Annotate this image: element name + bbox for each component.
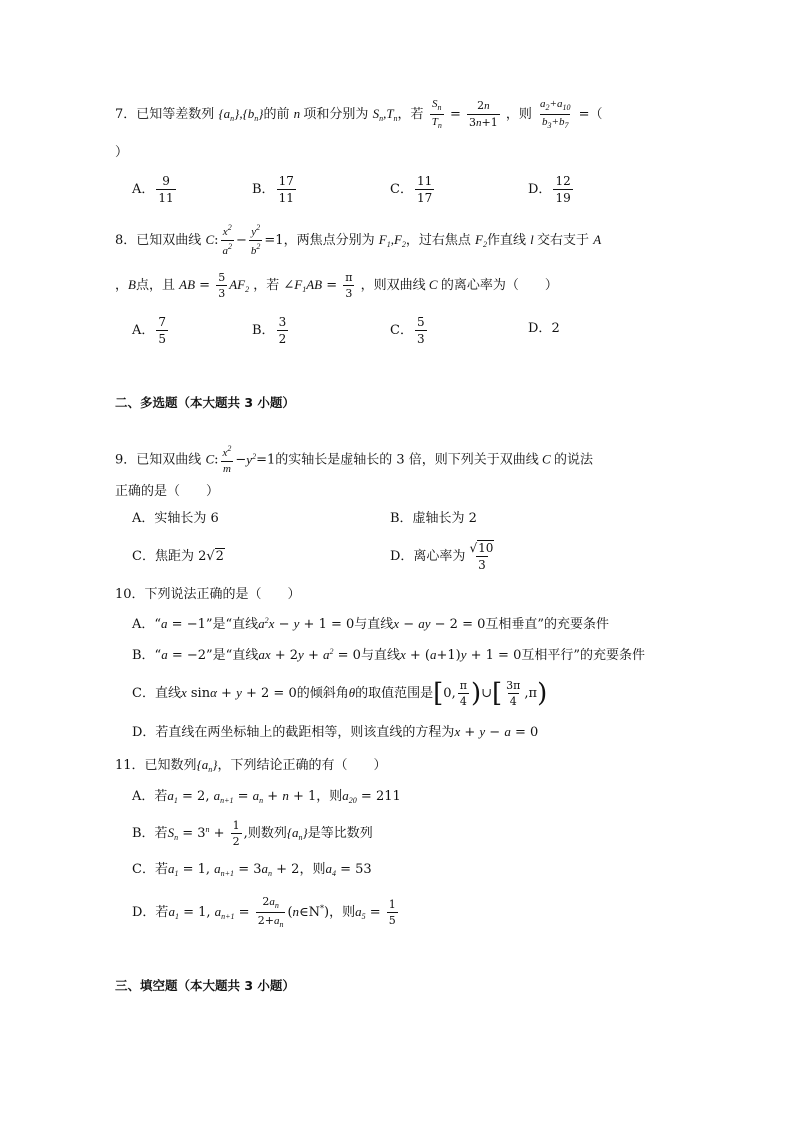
question-number: 7． xyxy=(115,107,137,122)
option-d: D．离心率为 $\frac{√10}{3}$ xyxy=(390,541,494,572)
option-c: C．直线x sinα + y + 2 = 0的倾斜角θ的取值范围是[0, $\frac{\pi}{4}$ )∪[ $\frac{3\pi}{4}$ ,π) xyxy=(132,678,548,709)
question-7: 7．已知等差数列 $\{a_n\},\{b_n\}$的前 n 项和分别为 $S_n,T_n$，若 $\frac{S_n}{T_n}$ = $\frac{2n}{3n+1}$ ，则 $\frac{a_2+a_{10}}{b_3+b_7}$ =（ xyxy=(115,98,603,130)
question-number: 10． xyxy=(115,587,145,602)
question-8: 8．已知双曲线 C: $\frac{x^2}{a^2}$ − $\frac{y^2}{b^2}$ =1，两焦点分别为 $F_1,F_2$，过右焦点 $F_2$作直线 l 交右支于 A xyxy=(115,223,602,257)
option-c: C． $\frac{5}{3}$ xyxy=(390,315,425,346)
question-number: 11． xyxy=(115,758,145,773)
option-d: D．若$a_1 = 1$, $a_{n+1}$ = $\frac{2a_n}{2+a_n}$ (n∈N*)，则$a_5$ = $\frac{1}{5}$ xyxy=(132,895,396,929)
option-c: C．若$a_1 = 1$, $a_{n+1} = 3a_n + 2$，则$a_4 = 53$ xyxy=(132,861,372,878)
ratio-value-fraction: $\frac{2n}{3n+1}$ xyxy=(469,99,498,129)
option-a: A． $\frac{7}{5}$ xyxy=(132,315,167,346)
question-11: 11．已知数列$\{a_n\}$，下列结论正确的有（ ） xyxy=(115,757,387,774)
option-b: B． $\frac{17}{11}$ xyxy=(252,174,294,205)
question-7-close: ） xyxy=(115,145,129,160)
option-b: B．“a = −2”是“直线ax + $2y + a^2 = 0$与直线x + (a+1)y + 1 = 0互相平行”的充要条件 xyxy=(132,647,646,663)
question-number: 8． xyxy=(115,233,137,248)
question-9: 9．已知双曲线 C: $\frac{x^2}{m}$ $-y^2=1$的实轴长是虚轴长的 3 倍，则下列关于双曲线 C 的说法 xyxy=(115,444,593,475)
option-c: C．焦距为 2√2 xyxy=(132,549,224,564)
option-c: C． $\frac{11}{17}$ xyxy=(390,174,433,205)
question-10: 10．下列说法正确的是（ ） xyxy=(115,587,301,602)
option-b: B．虚轴长为 2 xyxy=(390,511,477,526)
ratio-fraction: $\frac{S_n}{T_n}$ xyxy=(431,98,442,130)
section-heading-multiple-choice: 二、多选题（本大题共 3 小题） xyxy=(115,395,295,410)
option-a: A．“a = −1”是“直线$a^2x - y + 1 = 0$与直线x − ay − 2 = 0互相垂直”的充要条件 xyxy=(132,616,610,632)
option-b: B． $\frac{3}{2}$ xyxy=(252,315,287,346)
option-d: D． $\frac{12}{19}$ xyxy=(528,174,571,205)
option-d: D．若直线在两坐标轴上的截距相等，则该直线的方程为x + y − a = 0 xyxy=(132,724,539,740)
option-a: A．若$a_1 = 2$, $a_{n+1} = a_n + n + 1$，则$a_{20} = 211$ xyxy=(132,788,401,805)
question-8-line2: ，B点，且 AB = $\frac{5}{3}$ $AF_2$ ，若 $\angle F_1AB$ = $\frac{\pi}{3}$ ，则双曲线 C 的离心率为（ ） xyxy=(115,271,558,300)
section-heading-fill-in: 三、填空题（本大题共 3 小题） xyxy=(115,978,295,993)
question-number: 9． xyxy=(115,452,137,468)
option-d: D．2 xyxy=(528,321,560,336)
option-b: B．若$S_n = 3^n$ + $\frac{1}{2}$ ,则数列$\{a_n\}$是等比数列 xyxy=(132,819,373,848)
option-a: A．实轴长为 6 xyxy=(132,511,219,526)
target-fraction: $\frac{a_2+a_{10}}{b_3+b_7}$ xyxy=(540,98,571,130)
option-a: A． $\frac{9}{11}$ xyxy=(132,174,174,205)
question-9-line2: 正确的是（ ） xyxy=(115,484,220,499)
